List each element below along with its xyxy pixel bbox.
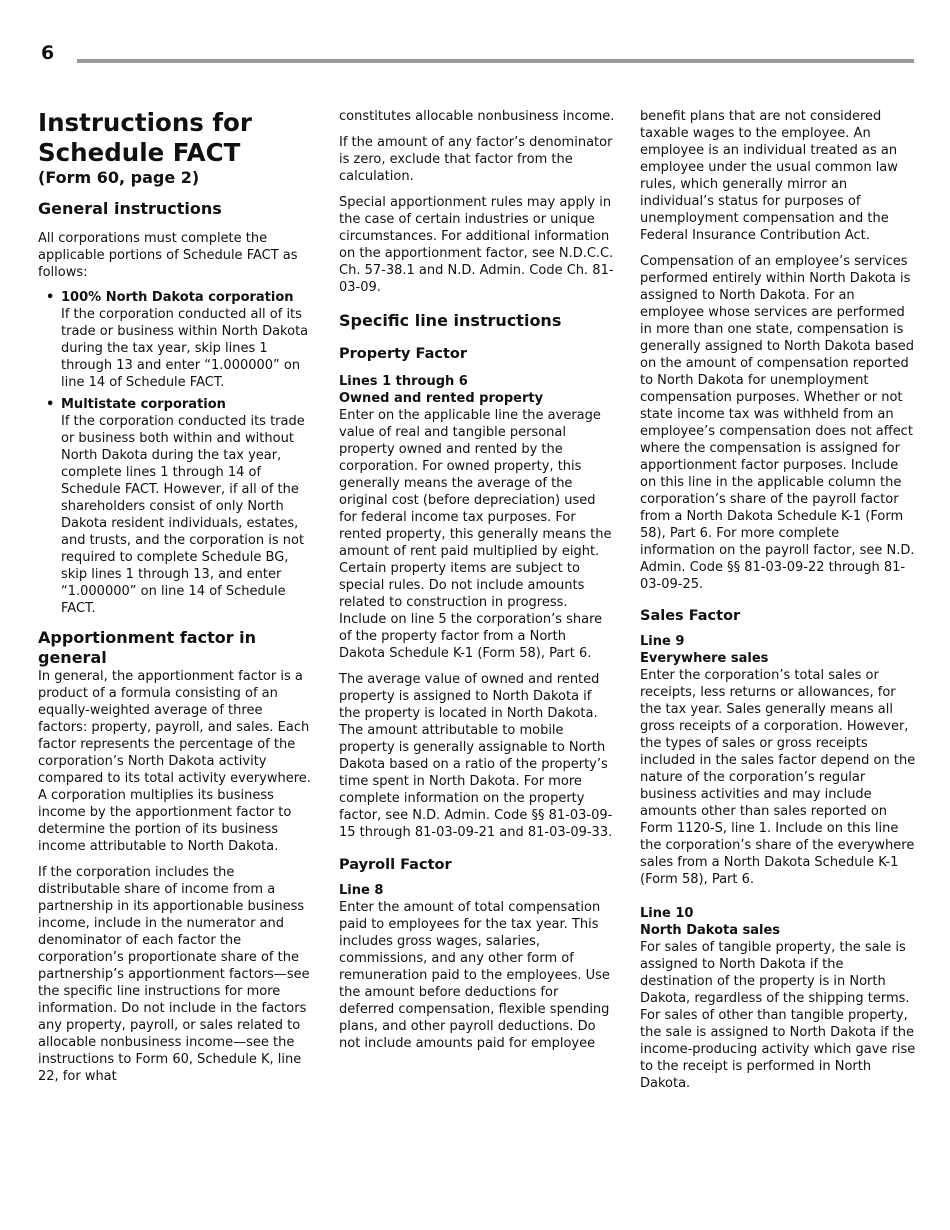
column-3	[640, 108, 916, 1101]
line-10-subtitle: North Dakota sales	[640, 923, 781, 938]
line-8-text: Enter the amount of total compensation paid to employees for the tax year. This includes gross wages, salaries, commissions, and any other form of remuneration paid to the employees. Use the amount before deductions for deferred compensation, flexible spending plans, and other payroll deductions. Do not include amounts paid for employee	[339, 900, 610, 1051]
compensation-paragraph: Compensation of an employee’s services performed entirely within North Dakota is assigned to North Dakota. For an employee whose services are performed in more than one state, compensation is generally assigned to North Dakota based on the amount of compensation reported to North Dakota for unemployment compensation purposes. Whether or not state income tax was withheld from an employee’s compensation does not affect where the compensation is assigned for apportionment factor purposes. Include on this line in the applicable column the corporation’s share of the payroll factor from a North Dakota Schedule K-1 (Form 58), Part 6. For more complete information on the payroll factor, see N.D. Admin. Code §§ 81-03-09-22 through 81-03-09-25.	[640, 254, 915, 592]
bullet-heading: 100% North Dakota corporation	[61, 290, 294, 305]
line-9-text: Enter the corporation’s total sales or receipts, less returns or allowances, for the tax year. Sales generally means all gross receipts of a corporation. However, the types of sales or gross receipts included in the sales factor depend on the nature of the corporation’s regular business activities and may include amounts other than sales reported on Form 1120-S, line 1. Include on this line the corporation’s share of the everywhere sales from a North Dakota Schedule K-1 (Form 58), Part 6.	[640, 668, 916, 887]
continued-text: benefit plans that are not considered taxable wages to the employee. An employee is an individual treated as an employee under the usual common law rules, which generally mirror an individual’s status for purposes of unemployment compensation and the Federal Insurance Contribution Act.	[640, 109, 898, 243]
lines-1-6-subtitle: Owned and rented property	[339, 391, 544, 406]
line-9-subtitle: Everywhere sales	[640, 651, 769, 666]
average-value-paragraph: The average value of owned and rented property is assigned to North Dakota if the property is located in North Dakota. The amount attributable to mobile property is generally assignable to North Dakota based on a ratio of the property’s time spent in North Dakota. For more complete information on the property factor, see N.D. Admin. Code §§ 81-03-09-15 through 81-03-09-21 and 81-03-09-33.	[339, 672, 613, 840]
title-line-2: Schedule FACT	[38, 138, 241, 167]
lines-1-6-title: Lines 1 through 6	[339, 374, 468, 389]
list-item	[38, 396, 314, 617]
title-line-1: Instructions for	[38, 108, 252, 137]
line-10-title: Line 10	[640, 906, 694, 921]
line-9-title: Line 9	[640, 634, 685, 649]
apportionment-paragraph-2: If the corporation includes the distributable share of income from a partnership in its apportionable business income, include in the numerator and denominator of each factor the corporation’s proportionate share of the partnership’s apportionment factors—see the specific line instructions for more information. Do not include in the factors any property, payroll, or sales related to allocable nonbusiness income—see the instructions to Form 60, Schedule K, line 22, for what	[38, 865, 310, 1084]
general-instructions-heading: General instructions	[38, 199, 222, 218]
line-8-label: Line 8	[339, 883, 384, 898]
header-rule	[77, 59, 914, 63]
property-factor-heading: Property Factor	[339, 346, 468, 362]
corporation-type-list	[38, 289, 314, 617]
bullet-icon: •	[46, 290, 55, 305]
line-10-label	[640, 905, 916, 939]
page-title	[38, 108, 314, 168]
line-10-text: For sales of tangible property, the sale is assigned to North Dakota if the destination of the property is in North Dakota, regardless of the shipping terms. For sales of other than tangible property, the sale is assigned to North Dakota if the income-producing activity which gave rise to the receipt is performed in North Dakota.	[640, 940, 916, 1091]
lines-1-6-text: Enter on the applicable line the average value of real and tangible personal property owned and rented by the corporation. For owned property, this generally means the average of the original cost (before depreciation) used for federal income tax purposes. For rented property, this generally means the amount of rent paid multiplied by eight. Certain property items are subject to special rules. Do not include amounts related to construction in progress. Include on line 5 the corporation’s share of the property factor from a North Dakota Schedule K-1 (Form 58), Part 6.	[339, 408, 612, 661]
column-2	[339, 108, 615, 1061]
bullet-heading: Multistate corporation	[61, 397, 226, 412]
bullet-text: If the corporation conducted its trade or business both within and without North Dakota during the tax year, complete lines 1 through 14 of Schedule FACT. However, if all of the shareholders consist of only North Dakota resident individuals, estates, and trusts, and the corporation is not required to complete Schedule BG, skip lines 1 through 13, and enter “1.000000” on line 14 of Schedule FACT.	[61, 414, 305, 616]
page-number: 6	[41, 42, 55, 64]
general-intro: All corporations must complete the applicable portions of Schedule FACT as follows:	[38, 231, 298, 280]
apportionment-heading: Apportionment factor in general	[38, 628, 257, 667]
column-1	[38, 108, 314, 1094]
line-9-label	[640, 633, 916, 667]
payroll-factor-heading: Payroll Factor	[339, 857, 452, 873]
page-subtitle: (Form 60, page 2)	[38, 168, 200, 187]
bullet-icon: •	[46, 397, 55, 412]
continued-text: constitutes allocable nonbusiness income.	[339, 109, 615, 124]
list-item	[38, 289, 314, 391]
apportionment-paragraph-1: In general, the apportionment factor is a product of a formula consisting of an equally-weighted average of three factors: property, payroll, and sales. Each factor represents the percentage of the corporation’s North Dakota activity compared to its total activity everywhere. A corporation multiplies its business income by the apportionment factor to determine the portion of its business income attributable to North Dakota.	[38, 669, 311, 854]
zero-denominator-paragraph: If the amount of any factor’s denominator is zero, exclude that factor from the calculation.	[339, 135, 613, 184]
bullet-text: If the corporation conducted all of its trade or business within North Dakota during the tax year, skip lines 1 through 13 and enter “1.000000” on line 14 of Schedule FACT.	[61, 307, 309, 390]
special-rules-paragraph: Special apportionment rules may apply in the case of certain industries or unique circumstances. For additional information on the apportionment factor, see N.D.C.C. Ch. 57-38.1 and N.D. Admin. Code Ch. 81-03-09.	[339, 195, 614, 295]
specific-line-heading: Specific line instructions	[339, 311, 562, 330]
lines-1-6-label	[339, 373, 615, 407]
sales-factor-heading: Sales Factor	[640, 608, 741, 624]
